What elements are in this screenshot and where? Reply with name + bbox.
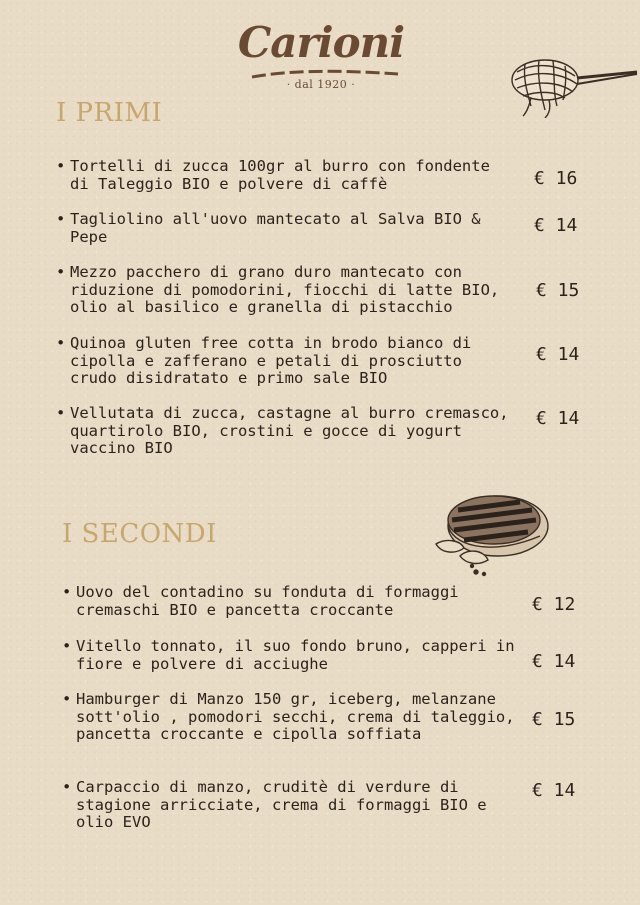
menu-item xyxy=(56,158,576,193)
bullet: • xyxy=(62,583,72,601)
menu-item xyxy=(62,779,582,832)
item-price: € 14 xyxy=(536,344,580,365)
item-price: € 15 xyxy=(532,709,576,730)
bullet: • xyxy=(56,157,66,175)
logo-underline-icon xyxy=(250,68,400,80)
bullet: • xyxy=(56,210,66,228)
item-description: Vitello tonnato, il suo fondo bruno, capperi in fiore e polvere di acciughe xyxy=(76,637,515,673)
item-description: Quinoa gluten free cotta in brodo bianco di cipolla e zafferano e petali di prosciutto crudo disidratato e primo sale BIO xyxy=(70,334,472,387)
item-description: Tagliolino all'uovo mantecato al Salva BIO & Pepe xyxy=(70,210,481,246)
section-title-primi: I PRIMI xyxy=(56,98,163,128)
item-description: Tortelli di zucca 100gr al burro con fondente di Taleggio BIO e polvere di caffè xyxy=(70,157,490,193)
menu-item xyxy=(56,335,576,388)
bullet: • xyxy=(56,334,66,352)
brand-logo xyxy=(236,18,406,102)
item-description: Carpaccio di manzo, cruditè di verdure di stagione arricciate, crema di formaggi BIO e olio EVO xyxy=(76,778,487,831)
item-description: Uovo del contadino su fonduta di formaggi cremaschi BIO e pancetta croccante xyxy=(76,583,459,619)
bullet: • xyxy=(62,778,72,796)
item-price: € 14 xyxy=(536,408,580,429)
fork-spaghetti-icon xyxy=(505,48,640,118)
item-price: € 14 xyxy=(534,215,578,236)
menu-item xyxy=(56,211,576,246)
menu-item xyxy=(56,264,576,317)
bullet: • xyxy=(56,263,66,281)
item-price: € 14 xyxy=(532,651,576,672)
item-description: Hamburger di Manzo 150 gr, iceberg, melanzane sott'olio , pomodori secchi, crema di taleggio, pancetta croccante e cipolla soffiata xyxy=(76,690,515,743)
menu-item xyxy=(62,638,582,673)
bullet: • xyxy=(62,690,72,708)
item-price: € 14 xyxy=(532,780,576,801)
item-description: Vellutata di zucca, castagne al burro cremasco, quartirolo BIO, crostini e gocce di yogurt vaccino BIO xyxy=(70,404,509,457)
item-description: Mezzo pacchero di grano duro mantecato con riduzione di pomodorini, fiocchi di latte BIO, olio al basilico e granella di pistacchio xyxy=(70,263,500,316)
section-title-secondi: I SECONDI xyxy=(62,519,217,549)
bullet: • xyxy=(56,404,66,422)
bullet: • xyxy=(62,637,72,655)
brand-name: Carioni xyxy=(237,18,405,67)
menu-item xyxy=(62,584,582,619)
item-price: € 16 xyxy=(534,168,578,189)
brand-since: · dal 1920 · xyxy=(286,78,356,91)
menu-item xyxy=(56,405,576,458)
item-price: € 15 xyxy=(536,280,580,301)
steak-icon xyxy=(428,484,553,579)
item-price: € 12 xyxy=(532,594,576,615)
menu-item xyxy=(62,691,582,744)
